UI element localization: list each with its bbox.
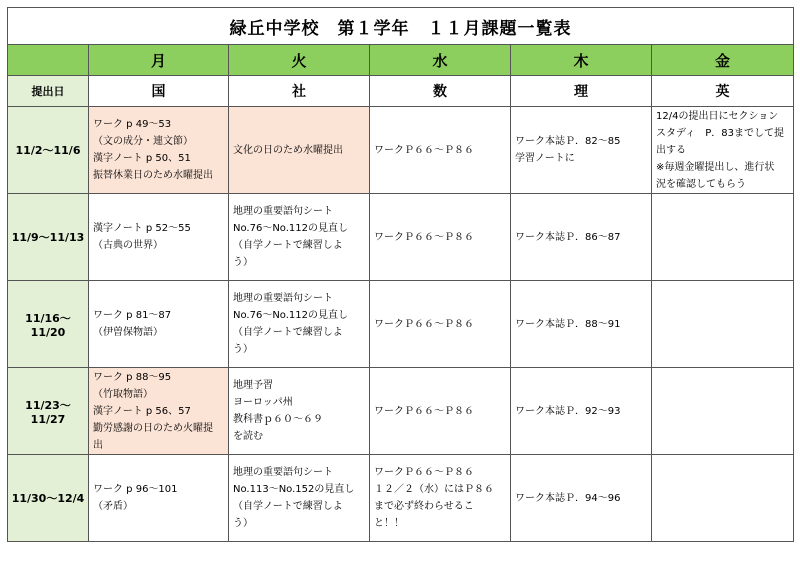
task-cell-social-studies — [229, 455, 370, 542]
task-line: スタディ P．83までして提 — [656, 127, 784, 139]
subject-science: 理 — [511, 76, 652, 107]
task-line: ワーク p 49～53 — [93, 119, 172, 130]
task-line: ワーク p 88～95 — [93, 371, 172, 383]
task-line: 12/4の提出日にセクション — [656, 110, 779, 122]
day-header-thu: 木 — [511, 45, 652, 76]
task-cell-math — [370, 107, 511, 194]
subject-japanese: 国 — [89, 76, 229, 107]
task-cell-japanese — [89, 368, 229, 455]
week-row — [8, 194, 794, 281]
task-cell-japanese — [89, 281, 229, 368]
task-cell-japanese — [89, 194, 229, 281]
task-line: まで必ず終わらせるこ — [374, 501, 474, 512]
task-line: 況を確認してもらう — [656, 178, 746, 190]
task-cell-science — [511, 107, 652, 194]
task-cell-english — [652, 107, 794, 194]
task-line: 地理の重要語句シート — [233, 467, 333, 478]
task-line: （古典の世界） — [93, 240, 163, 251]
task-line: ワークＰ６６～Ｐ８６ — [374, 467, 474, 478]
page-title: 緑丘中学校 第１学年 １１月課題一覧表 — [8, 8, 794, 45]
task-line: ※毎週金曜提出し、進行状 — [656, 161, 775, 173]
task-line: ワークＰ６６～Ｐ８６ — [374, 405, 474, 417]
task-cell-social-studies — [229, 194, 370, 281]
task-line: 出する — [656, 144, 686, 156]
task-cell-math — [370, 368, 511, 455]
task-cell-social-studies — [229, 107, 370, 194]
task-line: う） — [233, 257, 253, 268]
week-row — [8, 107, 794, 194]
task-line: ワークＰ６６～Ｐ８６ — [374, 231, 474, 243]
task-cell-math — [370, 281, 511, 368]
task-cell-social-studies — [229, 281, 370, 368]
task-line: 地理の重要語句シート — [233, 293, 333, 304]
task-line: 学習ノートに — [515, 153, 575, 164]
task-cell-english — [652, 194, 794, 281]
task-line: 文化の日のため水曜提出 — [233, 144, 343, 156]
task-line: （文の成分・連文節） — [93, 136, 193, 147]
task-line: 地理予習 — [233, 380, 273, 391]
day-header-tue: 火 — [229, 45, 370, 76]
task-line: ワーク本誌Ｐ．88～91 — [515, 318, 621, 330]
day-header-mon: 月 — [89, 45, 229, 76]
task-line: （自学ノートで練習しよ — [233, 327, 343, 338]
task-line: （伊曽保物語） — [93, 327, 163, 338]
subject-english: 英 — [652, 76, 794, 107]
task-line: （竹取物語） — [93, 388, 153, 400]
assignment-sheet — [7, 7, 794, 542]
task-line: （矛盾） — [93, 501, 133, 512]
task-line: ワーク p 96～101 — [93, 484, 178, 495]
task-line: う） — [233, 344, 253, 355]
task-line: 出 — [93, 439, 103, 451]
week-date: 11/9～11/13 — [8, 194, 89, 281]
task-line: を読む — [233, 431, 263, 442]
task-line: 漢字ノート p 56、57 — [93, 405, 191, 417]
task-line: ワーク p 81～87 — [93, 310, 172, 321]
task-line: ワーク本誌Ｐ．86～87 — [515, 231, 621, 243]
task-cell-japanese — [89, 107, 229, 194]
corner-cell — [8, 45, 89, 76]
day-header-fri: 金 — [652, 45, 794, 76]
task-cell-english — [652, 455, 794, 542]
task-line: ワーク本誌Ｐ．82～85 — [515, 136, 621, 147]
task-cell-english — [652, 281, 794, 368]
task-line: と！！ — [374, 518, 404, 529]
task-line: No.76～No.112の見直し — [233, 310, 349, 321]
task-cell-science — [511, 281, 652, 368]
task-line: 勤労感謝の日のため火曜提 — [93, 422, 213, 434]
day-header-wed: 水 — [370, 45, 511, 76]
week-date: 11/16～11/20 — [8, 281, 89, 368]
task-line: 漢字ノート p 50、51 — [93, 153, 191, 164]
task-line: （自学ノートで練習しよ — [233, 501, 343, 512]
task-line: ワークＰ６６～Ｐ８６ — [374, 318, 474, 330]
week-date: 11/30～12/4 — [8, 455, 89, 542]
task-line: う） — [233, 518, 253, 529]
task-cell-math — [370, 455, 511, 542]
week-date: 11/23～11/27 — [8, 368, 89, 455]
week-row — [8, 455, 794, 542]
week-row — [8, 281, 794, 368]
task-cell-science — [511, 368, 652, 455]
task-line: ヨーロッパ州 — [233, 397, 293, 408]
week-row — [8, 368, 794, 455]
task-cell-science — [511, 194, 652, 281]
task-line: No.76～No.112の見直し — [233, 223, 349, 234]
assignment-table — [7, 7, 794, 542]
task-cell-math — [370, 194, 511, 281]
task-line: 教科書ｐ６０～６９ — [233, 414, 323, 425]
task-line: １２／２（水）にはＰ８６ — [374, 484, 494, 495]
subject-social-studies: 社 — [229, 76, 370, 107]
task-line: ワークＰ６６～Ｐ８６ — [374, 144, 474, 156]
submission-date-header: 提出日 — [8, 76, 89, 107]
task-line: No.113～No.152の見直し — [233, 484, 355, 495]
task-line: ワーク本誌Ｐ．92～93 — [515, 405, 621, 417]
task-cell-japanese — [89, 455, 229, 542]
task-cell-social-studies — [229, 368, 370, 455]
task-line: 地理の重要語句シート — [233, 206, 333, 217]
task-cell-science — [511, 455, 652, 542]
task-cell-english — [652, 368, 794, 455]
subject-math: 数 — [370, 76, 511, 107]
task-line: （自学ノートで練習しよ — [233, 240, 343, 251]
week-date: 11/2～11/6 — [8, 107, 89, 194]
task-line: ワーク本誌Ｐ．94～96 — [515, 492, 621, 504]
task-line: 漢字ノート p 52～55 — [93, 223, 191, 234]
task-line: 振替休業日のため水曜提出 — [93, 170, 213, 181]
